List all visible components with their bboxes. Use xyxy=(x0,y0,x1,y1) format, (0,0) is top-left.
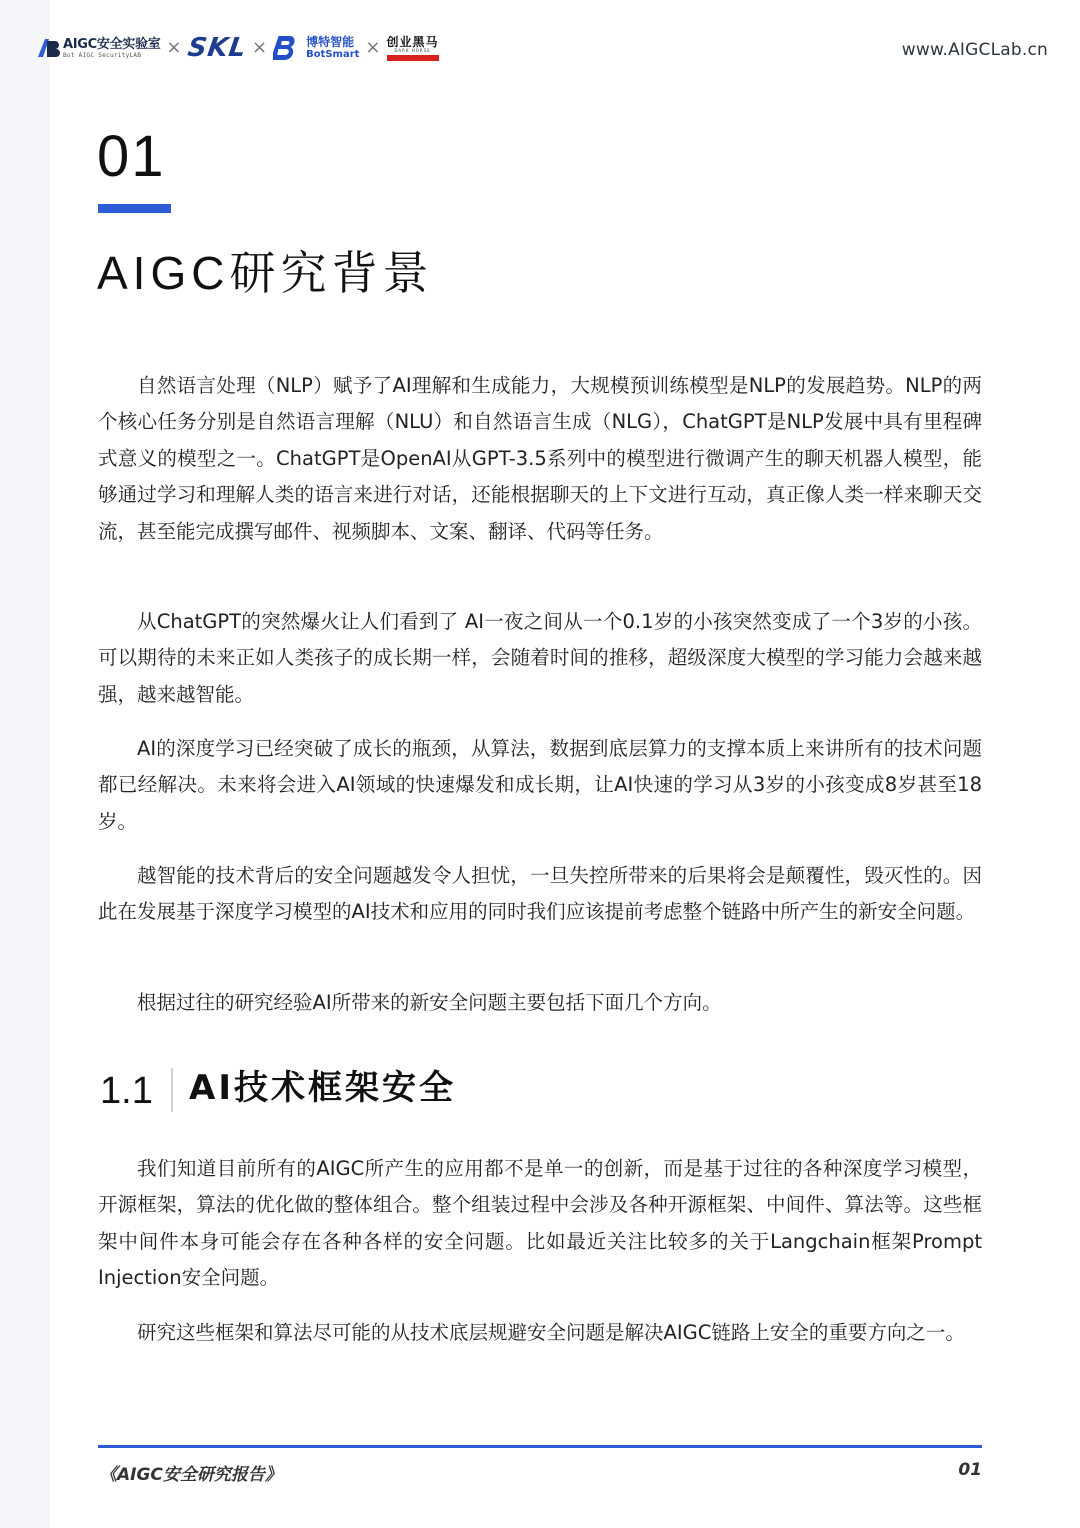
darkhorse-red-bar xyxy=(387,55,439,61)
page-side-strip xyxy=(0,0,50,1528)
page-number: 01 xyxy=(958,1460,982,1480)
aigc-lab-mark-icon xyxy=(36,37,60,59)
darkhorse-en: DARK HORSE xyxy=(394,47,431,53)
aigc-lab-title: AIGC安全实验室 xyxy=(63,36,161,52)
page-header xyxy=(36,30,1048,70)
partner-logos xyxy=(36,30,439,66)
darkhorse-logo xyxy=(387,36,439,61)
section-paragraph: 研究这些框架和算法尽可能的从技术底层规避安全问题是解决AIGC链路上安全的重要方向之一。 xyxy=(137,1321,965,1344)
darkhorse-cn: 创业黑马 xyxy=(386,34,439,49)
section-paragraph: 我们知道目前所有的AIGC所产生的应用都不是单一的创新，而是基于过往的各种深度学习模型，开源框架，算法的优化做的整体组合。整个组装过程中会涉及各种开源框架、中间件、算法等。这些框架中间件本身可能会存在各种各样的安全问题。比如最近关注比较多的关于Langchain框架Prompt Injection安全问题。 xyxy=(98,1157,982,1290)
aigc-lab-subtitle: Bot AIGC SecurityLAB xyxy=(63,51,142,59)
body-paragraph: 越智能的技术背后的安全问题越发令人担忧，一旦失控所带来的后果将会是颠覆性，毁灭性的。因此在发展基于深度学习模型的AI技术和应用的同时我们应该提前考虑整个链路中所产生的新安全问题。 xyxy=(98,864,982,924)
site-url[interactable]: www.AIGCLab.cn xyxy=(901,40,1048,60)
body-paragraph: 从ChatGPT的突然爆火让人们看到了 AI一夜之间从一个0.1岁的小孩突然变成了一个3岁的小孩。可以期待的未来正如人类孩子的成长期一样，会随着时间的推移，超级深度大模型的学习能力会越来越强，越来越智能。 xyxy=(98,610,982,706)
chapter-accent-bar xyxy=(98,204,171,213)
aigc-lab-logo xyxy=(36,37,160,59)
chapter-number: 01 xyxy=(97,124,166,189)
section-number: 1.1 xyxy=(100,1070,153,1112)
botsmart-en: BotSmart xyxy=(306,49,360,60)
section-divider xyxy=(171,1068,173,1112)
times-separator: × xyxy=(166,37,182,58)
botsmart-cn: 博特智能 xyxy=(306,35,355,49)
chapter-title: AIGC研究背景 xyxy=(97,247,434,299)
skl-wordmark: SKL xyxy=(185,33,249,63)
body-paragraph: 根据过往的研究经验AI所带来的新安全问题主要包括下面几个方向。 xyxy=(137,991,722,1014)
skl-logo xyxy=(185,33,249,63)
botsmart-b-icon xyxy=(273,34,303,62)
section-title: AI技术框架安全 xyxy=(189,1068,456,1108)
times-separator: × xyxy=(365,37,381,58)
times-separator: × xyxy=(251,37,268,58)
botsmart-logo xyxy=(273,34,359,62)
body-paragraph: AI的深度学习已经突破了成长的瓶颈，从算法，数据到底层算力的支撑本质上来讲所有的技术问题都已经解决。未来将会进入AI领域的快速爆发和成长期，让AI快速的学习从3岁的小孩变成8岁甚至18岁。 xyxy=(98,737,982,833)
footer-report-title: 《AIGC安全研究报告》 xyxy=(100,1465,282,1485)
body-paragraph: 自然语言处理（NLP）赋予了AI理解和生成能力，大规模预训练模型是NLP的发展趋势。NLP的两个核心任务分别是自然语言理解（NLU）和自然语言生成（NLG），ChatGPT是NLP发展中具有里程碑式意义的模型之一。ChatGPT是OpenAI从GPT-3.5系列中的模型进行微调产生的聊天机器人模型，能够通过学习和理解人类的语言来进行对话，还能根据聊天的上下文进行互动，真正像人类一样来聊天交流，甚至能完成撰写邮件、视频脚本、文案、翻译、代码等任务。 xyxy=(98,374,982,543)
footer-rule xyxy=(98,1445,982,1448)
